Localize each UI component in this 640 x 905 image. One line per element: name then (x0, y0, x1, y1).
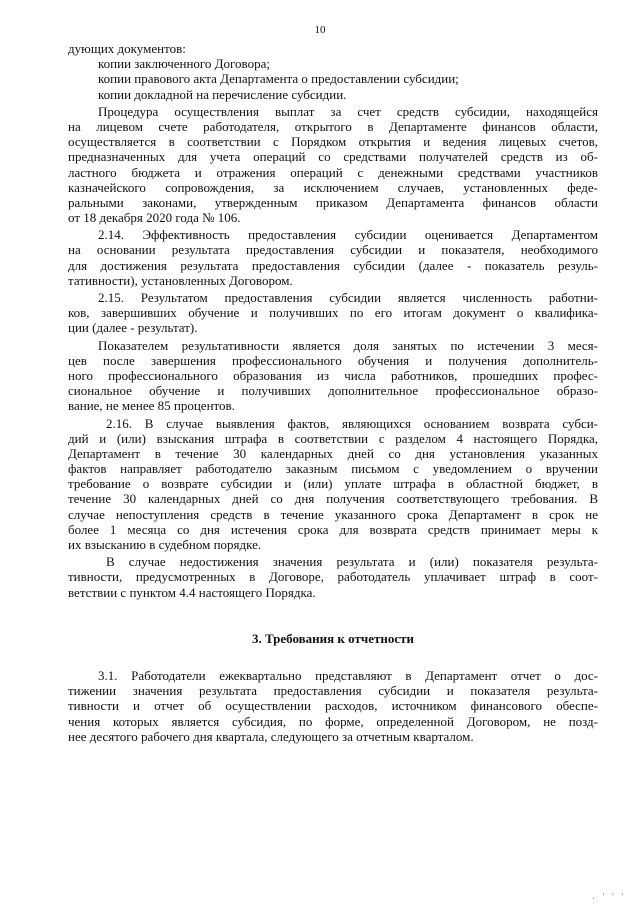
text-line: 2.14. Эффективность предоставления субсидии оценивается Департаментом (98, 227, 598, 243)
text-line: ного профессионального образования из числа работников, прошедших профес- (68, 367, 598, 383)
paragraph-2-14 (68, 227, 598, 288)
text-line: цев после завершения профессионального обучения и получения дополнитель- (68, 352, 598, 368)
text-line: тативности), установленных Договором. (68, 272, 293, 288)
text-line: тивности, предусмотренных в Договоре, работодатель уплачивает штраф в соот- (68, 569, 598, 585)
paragraph-indicator (68, 338, 598, 414)
text-line: тижении значения результата предоставления субсидии и показателя результа- (68, 683, 598, 699)
text-line: тивности и отчет об осуществлении расходов, источником финансового обеспе- (68, 698, 598, 714)
text-line: более 1 месяца со дня истечения срока для возврата средств принимает меры к (68, 521, 598, 537)
text-line: В случае недостижения значения результата и (или) показателя результа- (106, 554, 598, 570)
document-list-intro (68, 41, 598, 102)
text-line: предназначенных для учета операций со средствами получателей средств из об- (68, 149, 598, 165)
text-line: казначейского сопровождения, за исключением случаев, установленных феде- (68, 179, 598, 195)
page-content (68, 41, 598, 744)
text-line: сиональное обучение и получивших дополнительное профессиональное образо- (68, 383, 598, 399)
text-line: на лицевом счете работодателя, открытого в Департаменте финансов области, (68, 118, 598, 134)
text-line: течение 30 календарных дней со дня получения соответствующего требования. В (68, 491, 598, 507)
text-line: дующих документов: (68, 41, 186, 56)
text-line: для достижения результата предоставления субсидии (далее - показатель резуль- (68, 257, 598, 273)
paragraph-procedure (68, 104, 598, 226)
text-line: от 18 декабря 2020 года № 106. (68, 210, 241, 226)
paragraph-2-15 (68, 290, 598, 336)
list-item: копии докладной на перечисление субсидии. (98, 86, 347, 102)
list-item: копии заключенного Договора; (98, 56, 270, 72)
text-line: нее десятого рабочего дня квартала, следующего за отчетным кварталом. (68, 728, 474, 744)
text-line: ков, завершивших обучение и получивших по его итогам документ о квалифика- (68, 305, 598, 321)
text-line: ластного бюджета и отражения операций с денежными средствами участников (68, 164, 598, 180)
text-line: вание, не менее 85 процентов. (68, 398, 235, 414)
text-line: их взысканию в судебном порядке. (68, 537, 262, 552)
paragraph-3-1 (68, 668, 598, 744)
section-3-heading: 3. Требования к отчетности (251, 630, 415, 646)
paragraph-2-16 (68, 416, 598, 553)
text-line: ральными законами, утвержденным приказом Департамента финансов области (68, 194, 598, 210)
page-number: 10 (314, 24, 326, 36)
text-line: случае непоступления средств в течение указанного срока Департамент в срок не (68, 506, 598, 522)
text-line: Показателем результативности является доля занятых по истечении 3 меся- (98, 337, 598, 353)
text-line: ветствии с пунктом 4.4 настоящего Порядка. (68, 584, 316, 600)
text-line: дий и (или) взыскания штрафа в соответствии с разделом 4 настоящего Порядка, (68, 430, 598, 446)
list-item: копии правового акта Департамента о предоставлении субсидии; (98, 71, 459, 87)
text-line: ции (далее - результат). (68, 320, 198, 336)
text-line: фактов направляет работодателю заказным письмом с уведомлением о вручении (68, 461, 598, 477)
paragraph-penalty (68, 554, 598, 600)
text-line: осуществляется в соответствии с Порядком открытия и ведения лицевых счетов, (68, 134, 598, 150)
text-line: 2.15. Результатом предоставления субсидии является численность работни- (98, 290, 598, 305)
text-line: чения которых является субсидия, по форме, определенной Договором, не позд- (68, 713, 598, 729)
text-line: на основании результата предоставления субсидии и показателя, необходимого (68, 242, 598, 258)
scan-artifact-marks: . ' ' ' (592, 892, 626, 901)
text-line: 2.16. В случае выявления фактов, являющихся основанием возврата субси- (106, 415, 598, 431)
text-line: требование о возврате субсидии и (или) уплате штрафа в областной бюджет, в (68, 476, 598, 492)
text-line: Департамент в течение 30 календарных дней со дня установления указанных (68, 445, 598, 461)
text-line: 3.1. Работодатели ежеквартально представляют в Департамент отчет о дос- (98, 667, 598, 683)
text-line: Процедура осуществления выплат за счет средств субсидии, находящейся (98, 103, 598, 119)
